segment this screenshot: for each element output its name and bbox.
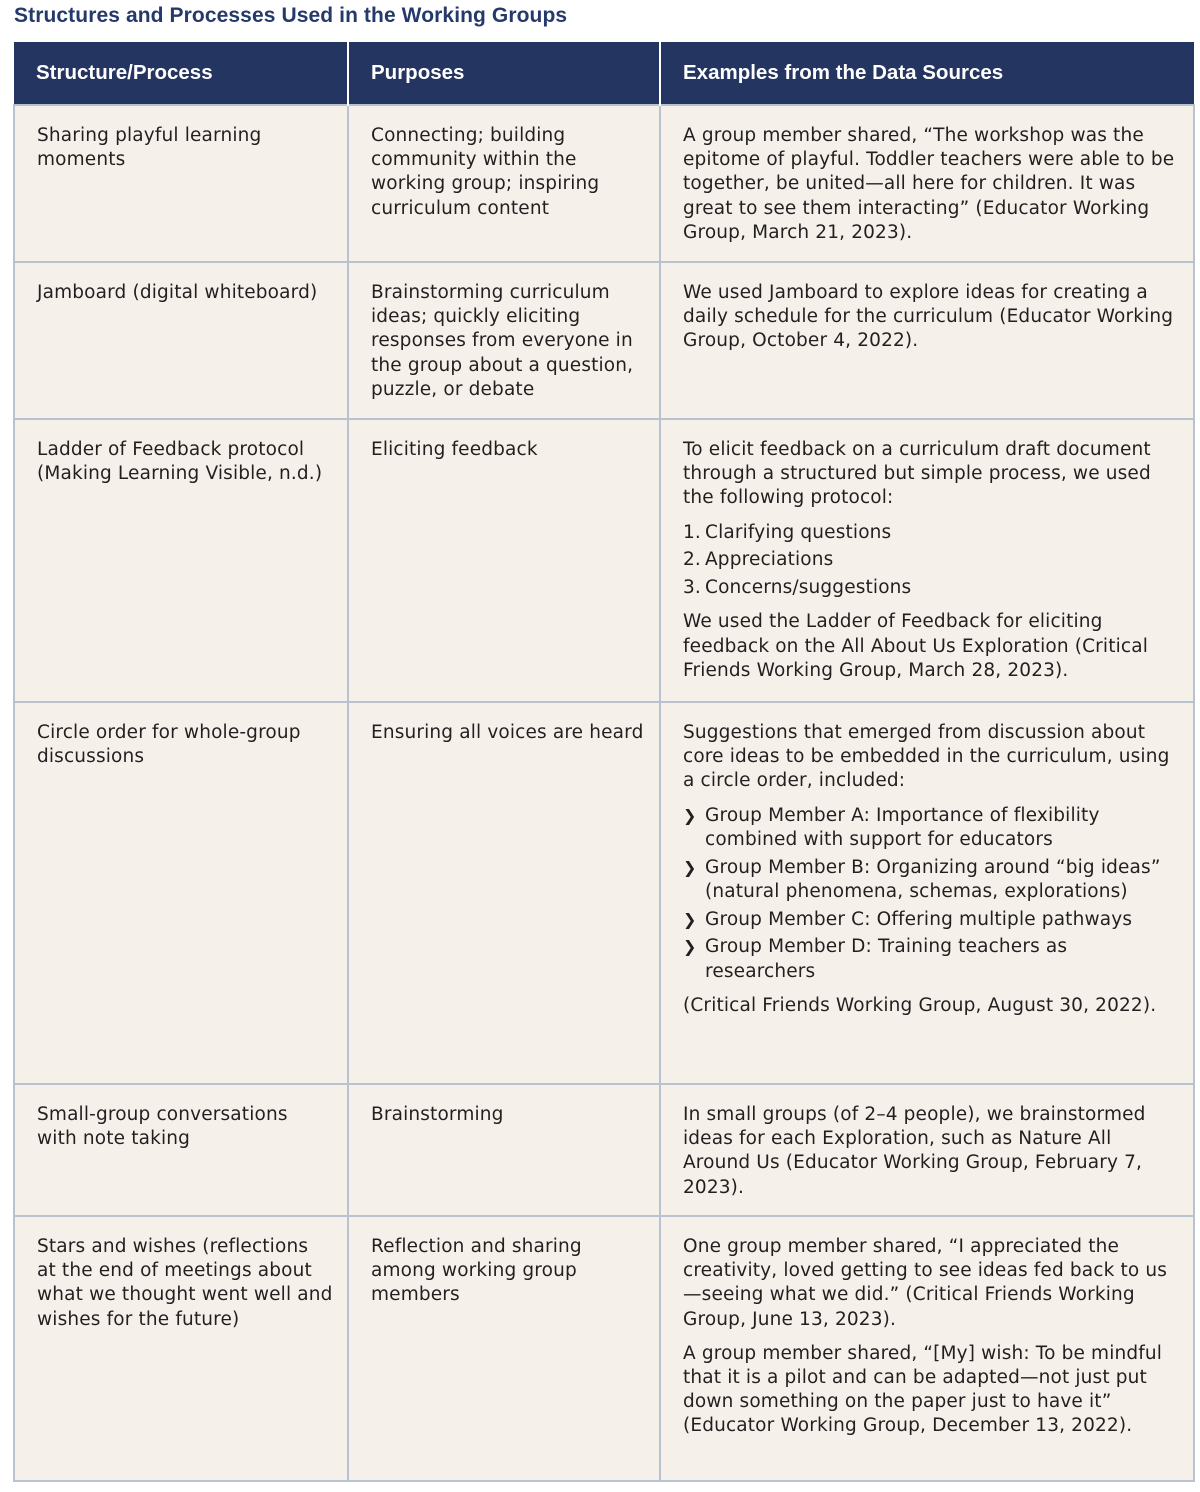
example-cell	[660, 105, 1194, 262]
column-header-purposes: Purposes	[348, 42, 660, 105]
example-cell	[660, 1216, 1194, 1481]
list-number: 1.	[683, 521, 701, 543]
chevron-right-icon: ❯	[683, 937, 697, 957]
purposes-cell: Connecting; building community within the working group; inspiring curriculum content	[348, 105, 660, 262]
header-row	[14, 42, 1194, 105]
table-row	[14, 1216, 1194, 1481]
structure-cell: Stars and wishes (reflections at the end of meetings about what we thought went well and wishes for the future)	[14, 1216, 348, 1481]
table-row	[14, 702, 1194, 1084]
list-item-text: Appreciations	[705, 549, 834, 571]
column-header-structure: Structure/Process	[14, 42, 348, 105]
list-item	[683, 521, 1179, 545]
example-paragraph: A group member shared, “[My] wish: To be mindful that it is a pilot and can be adapted—not just put down something on the paper just to have it” (Educator Working Group, December 13, 2022).	[683, 1342, 1163, 1437]
table-row	[14, 1084, 1194, 1216]
table-row	[14, 105, 1194, 262]
example-cell	[660, 419, 1194, 702]
structure-cell: Sharing playful learning moments	[14, 105, 348, 262]
structures-table	[13, 42, 1195, 1482]
structure-cell: Small-group conversations with note taking	[14, 1084, 348, 1216]
list-item-text: Concerns/suggestions	[705, 577, 912, 599]
list-item	[683, 576, 1179, 600]
list-item-text: Group Member B: Organizing around “big ideas” (natural phenomena, schemas, explorations)	[705, 856, 1161, 902]
list-item	[683, 908, 1179, 932]
list-item-text: Group Member C: Offering multiple pathways	[705, 908, 1133, 930]
bullet-list	[683, 804, 1179, 984]
example-paragraph: (Critical Friends Working Group, August 30, 2022).	[683, 994, 1157, 1016]
purposes-cell: Brainstorming	[348, 1084, 660, 1216]
purposes-cell: Brainstorming curriculum ideas; quickly eliciting responses from everyone in the group about a question, puzzle, or debate	[348, 262, 660, 419]
column-header-examples: Examples from the Data Sources	[660, 42, 1194, 105]
structure-cell: Jamboard (digital whiteboard)	[14, 262, 348, 419]
chevron-right-icon: ❯	[683, 909, 697, 929]
list-item-text: Clarifying questions	[705, 521, 892, 543]
numbered-list	[683, 521, 1179, 601]
example-paragraph: To elicit feedback on a curriculum draft document through a structured but simple process, we used the following protocol:	[683, 439, 1151, 509]
example-paragraph: We used the Ladder of Feedback for eliciting feedback on the All About Us Exploration (Critical Friends Working Group, March 28, 2023).	[683, 611, 1149, 681]
list-number: 3.	[683, 577, 701, 599]
list-item-text: Group Member D: Training teachers as researchers	[705, 936, 1068, 982]
list-item	[683, 856, 1179, 904]
list-item	[683, 935, 1179, 983]
list-item-text: Group Member A: Importance of flexibility combined with support for educators	[705, 804, 1100, 850]
table-header	[14, 42, 1194, 105]
table-row	[14, 262, 1194, 419]
purposes-cell: Eliciting feedback	[348, 419, 660, 702]
example-cell	[660, 1084, 1194, 1216]
list-number: 2.	[683, 549, 701, 571]
table-body	[14, 105, 1194, 1481]
chevron-right-icon: ❯	[683, 805, 697, 825]
example-paragraph: Suggestions that emerged from discussion about core ideas to be embedded in the curriculum, using a circle order, included:	[683, 722, 1170, 792]
purposes-cell: Reflection and sharing among working group members	[348, 1216, 660, 1481]
structure-cell: Ladder of Feedback protocol (Making Learning Visible, n.d.)	[14, 419, 348, 702]
example-paragraph: One group member shared, “I appreciated the creativity, loved getting to see ideas fed back to us—seeing what we did.” (Critical Friends Working Group, June 13, 2023).	[683, 1236, 1168, 1330]
purposes-cell: Ensuring all voices are heard	[348, 702, 660, 1084]
example-cell	[660, 702, 1194, 1084]
chevron-right-icon: ❯	[683, 857, 697, 877]
table-title: Structures and Processes Used in the Working Groups	[14, 4, 568, 27]
table-row	[14, 419, 1194, 702]
example-paragraph: In small groups (of 2–4 people), we brainstormed ideas for each Exploration, such as Nature All Around Us (Educator Working Group, February 7, 2023).	[683, 1104, 1146, 1198]
example-cell	[660, 262, 1194, 419]
list-item	[683, 804, 1179, 852]
structure-cell: Circle order for whole-group discussions	[14, 702, 348, 1084]
example-paragraph: A group member shared, “The workshop was the epitome of playful. Toddler teachers were able to be together, be united—all here for children. It was great to see them interacting” (Educator Working Group, March 21, 2023).	[683, 125, 1175, 243]
example-paragraph: We used Jamboard to explore ideas for creating a daily schedule for the curriculum (Educator Working Group, October 4, 2022).	[683, 282, 1174, 352]
list-item	[683, 548, 1179, 572]
